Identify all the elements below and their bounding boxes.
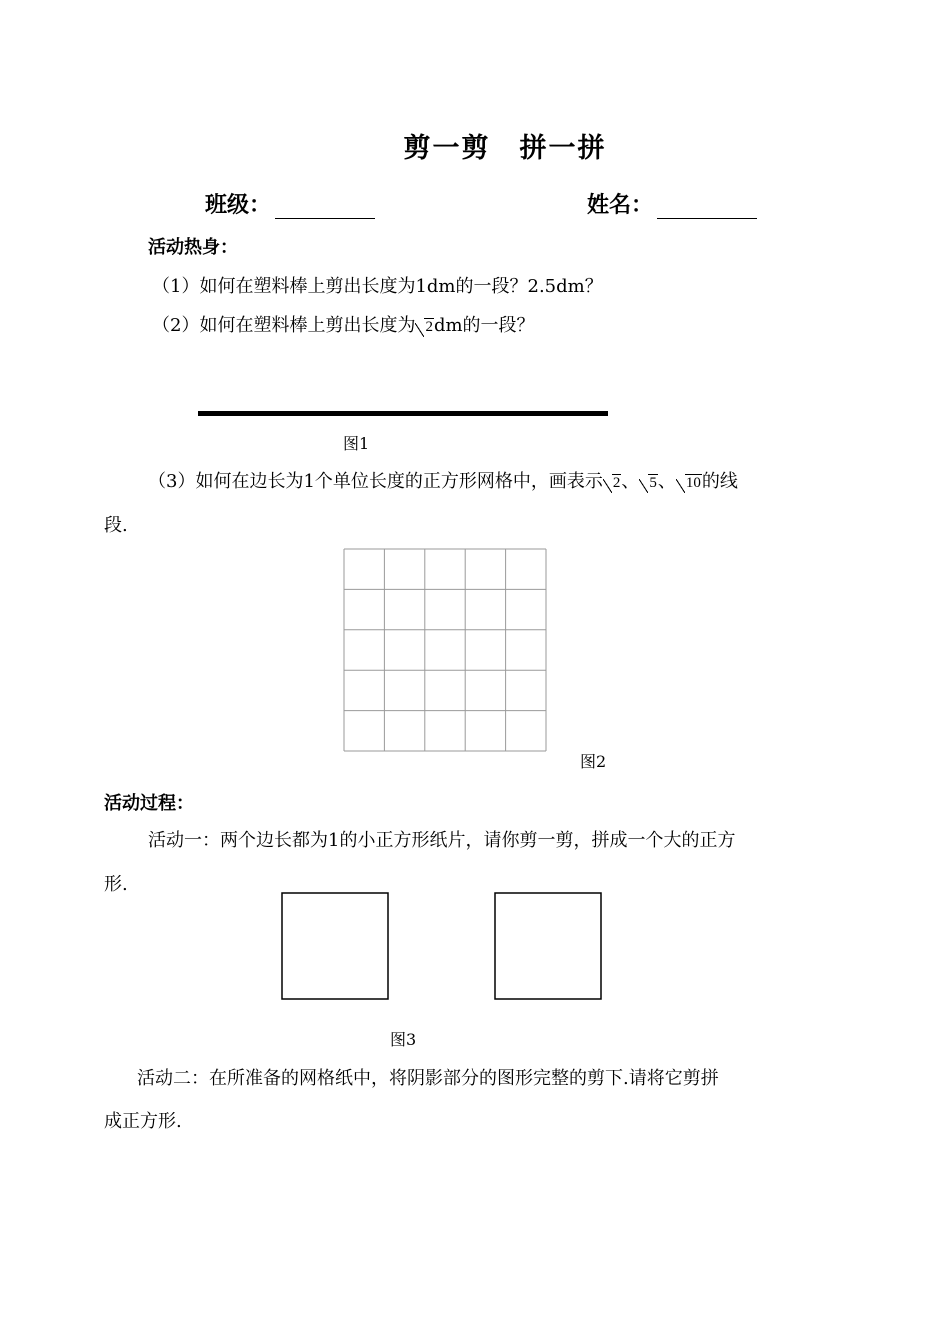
radicand: 2 (612, 475, 621, 491)
small-square-2 (494, 892, 604, 1002)
process-heading: 活动过程： (104, 793, 194, 814)
radicand: 2 (425, 319, 433, 335)
question-3-line-2: 段. (104, 515, 128, 536)
activity-1-text: 活动一：两个边长都为1的小正方形纸片，请你剪一剪，拼成一个大的正方 (148, 830, 736, 851)
sqrt-5 (639, 475, 658, 492)
question-1: （1）如何在塑料棒上剪出长度为1dm的一段？2.5dm？ (152, 276, 603, 297)
square-outline (495, 893, 601, 999)
activity-2-text: 活动二：在所准备的网格纸中，将阴影部分的图形完整的剪下.请将它剪拼 (137, 1068, 719, 1089)
question-2-text-b: dm的一段？ (433, 315, 535, 336)
name-label: 姓名： (587, 193, 654, 218)
question-3 (148, 467, 738, 493)
class-blank[interactable] (275, 196, 375, 219)
square-grid-5x5 (343, 548, 549, 753)
plastic-rod-figure (198, 410, 610, 418)
sqrt-2 (415, 319, 434, 336)
name-blank[interactable] (657, 196, 757, 219)
plastic-rod (198, 411, 608, 416)
question-3-text-a: （3）如何在边长为1个单位长度的正方形网格中，画表示 (148, 471, 603, 492)
activity-1-text-line-2: 形. (104, 874, 128, 895)
name-field (587, 188, 757, 219)
class-field (205, 188, 375, 219)
radicand: 5 (649, 475, 657, 491)
figure-2-caption: 图2 (580, 752, 607, 771)
page-title: 剪一剪 拼一拼 (403, 133, 607, 164)
separator: 、 (621, 471, 640, 492)
sqrt-10 (676, 475, 702, 492)
figure-3-caption: 图3 (390, 1030, 417, 1049)
warmup-heading: 活动热身： (148, 237, 238, 258)
sqrt-2 (603, 475, 622, 492)
class-label: 班级： (205, 193, 272, 218)
figure-1-caption: 图1 (343, 434, 370, 453)
question-2 (152, 311, 535, 337)
question-2-text-a: （2）如何在塑料棒上剪出长度为 (152, 315, 416, 336)
radicand: 10 (685, 475, 701, 491)
activity-2-text-line-2: 成正方形. (104, 1111, 182, 1132)
small-square-1 (281, 892, 391, 1002)
square-outline (282, 893, 388, 999)
separator: 、 (657, 471, 676, 492)
question-3-text-b: 的线 (701, 471, 738, 492)
